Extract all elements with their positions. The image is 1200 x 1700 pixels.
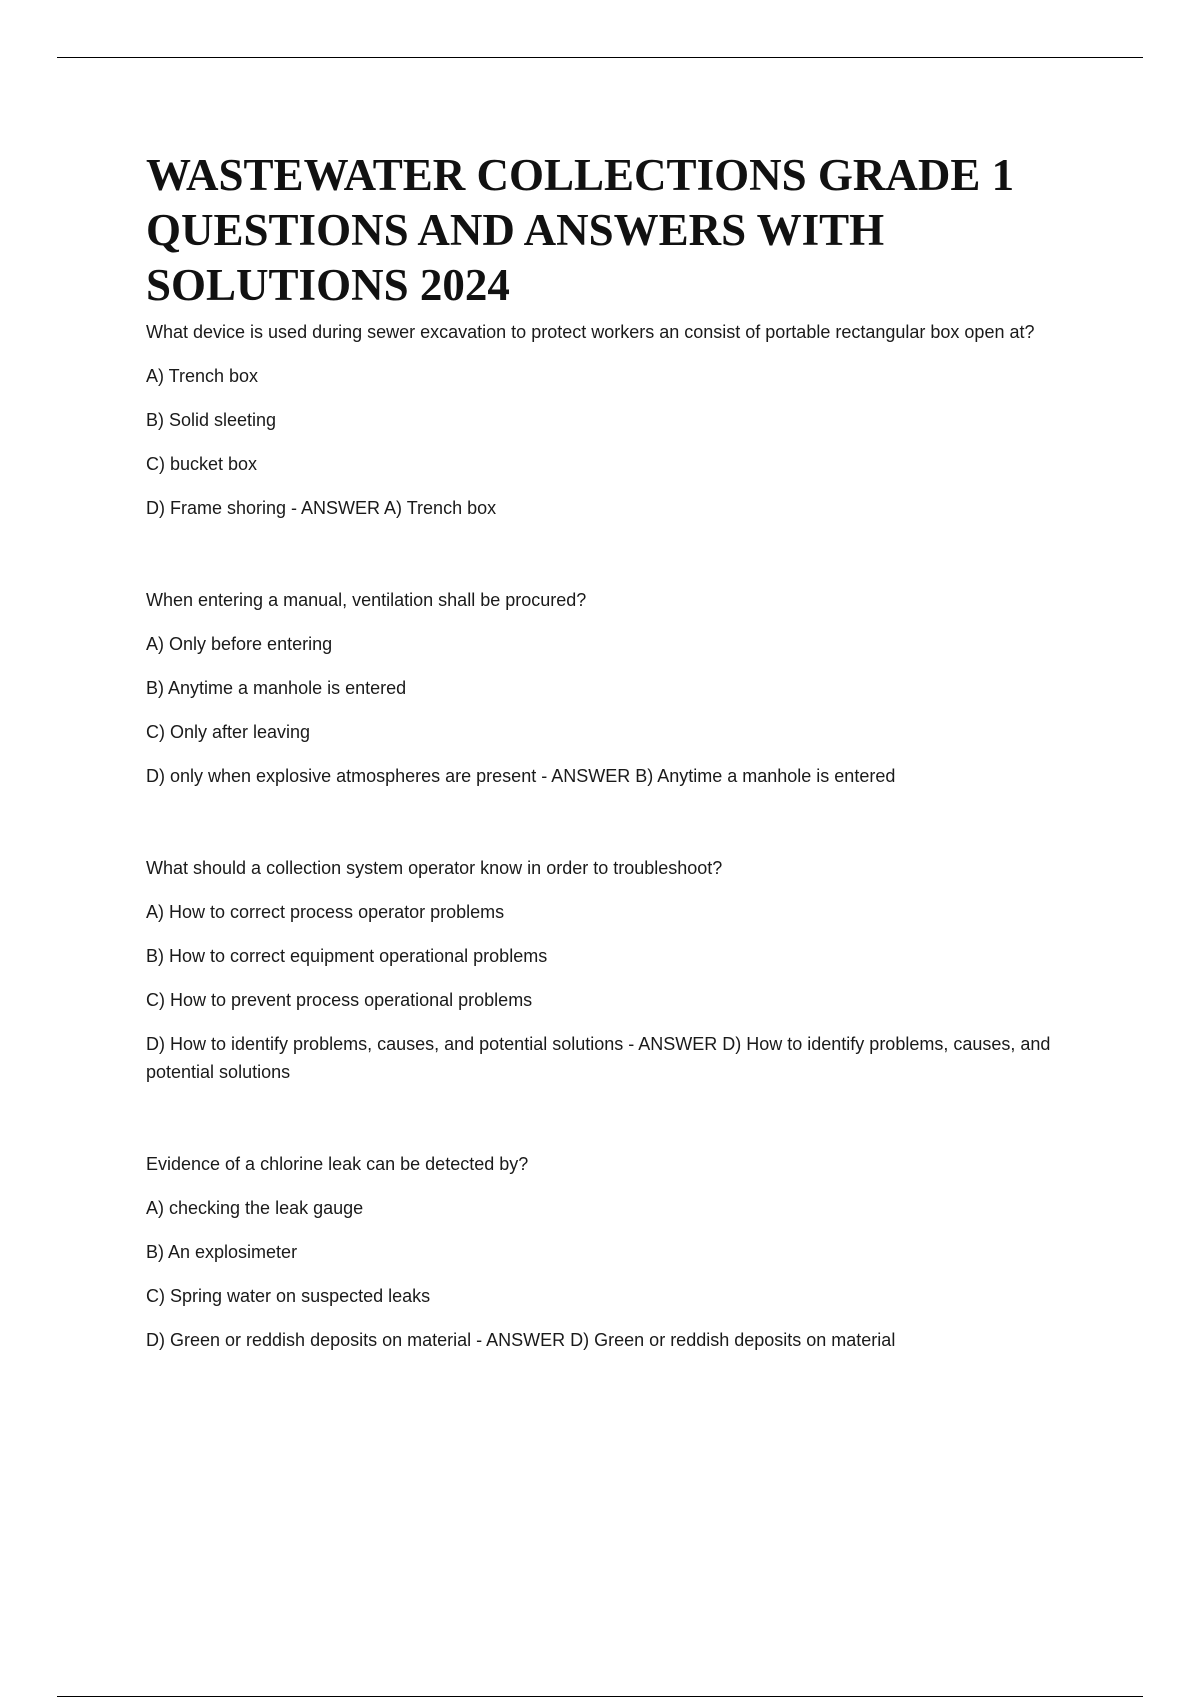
- answer-option-b: B) Anytime a manhole is entered: [146, 678, 407, 698]
- question-block-2: [146, 586, 1081, 790]
- answer-option-c: C) How to prevent process operational problems: [146, 990, 533, 1010]
- answer-option-a: A) How to correct process operator problems: [146, 902, 505, 922]
- question-block-4: [146, 1150, 1081, 1354]
- question-text: What device is used during sewer excavation to protect workers an consist of portable rectangular box open at?: [146, 322, 1035, 342]
- document-title: WASTEWATER COLLECTIONS GRADE 1 QUESTIONS AND ANSWERS WITH SOLUTIONS 2024: [146, 150, 1015, 310]
- answer-option-b: B) How to correct equipment operational problems: [146, 946, 548, 966]
- answer-option-c: C) Only after leaving: [146, 722, 311, 742]
- answer-option-d: D) Frame shoring - ANSWER A) Trench box: [146, 498, 497, 518]
- question-block-3: [146, 854, 1081, 1086]
- answer-option-a: A) Only before entering: [146, 634, 333, 654]
- answer-option-d: D) Green or reddish deposits on material - ANSWER D) Green or reddish deposits on material: [146, 1330, 896, 1350]
- bottom-divider: [57, 1696, 1143, 1697]
- answer-option-a: A) checking the leak gauge: [146, 1198, 364, 1218]
- answer-option-c: C) bucket box: [146, 454, 258, 474]
- document-body: [146, 148, 1081, 1354]
- question-text: What should a collection system operator know in order to troubleshoot?: [146, 858, 723, 878]
- answer-option-b: B) Solid sleeting: [146, 410, 277, 430]
- answer-option-a: A) Trench box: [146, 366, 259, 386]
- question-text: Evidence of a chlorine leak can be detected by?: [146, 1154, 529, 1174]
- answer-option-b: B) An explosimeter: [146, 1242, 298, 1262]
- top-divider: [57, 57, 1143, 58]
- answer-option-d: D) only when explosive atmospheres are present - ANSWER B) Anytime a manhole is entered: [146, 766, 896, 786]
- question-block-1: [146, 318, 1081, 522]
- answer-option-d: D) How to identify problems, causes, and potential solutions - ANSWER D) How to identify problems, causes, and potential solutions: [146, 1034, 1051, 1082]
- answer-option-c: C) Spring water on suspected leaks: [146, 1286, 431, 1306]
- question-text: When entering a manual, ventilation shall be procured?: [146, 590, 587, 610]
